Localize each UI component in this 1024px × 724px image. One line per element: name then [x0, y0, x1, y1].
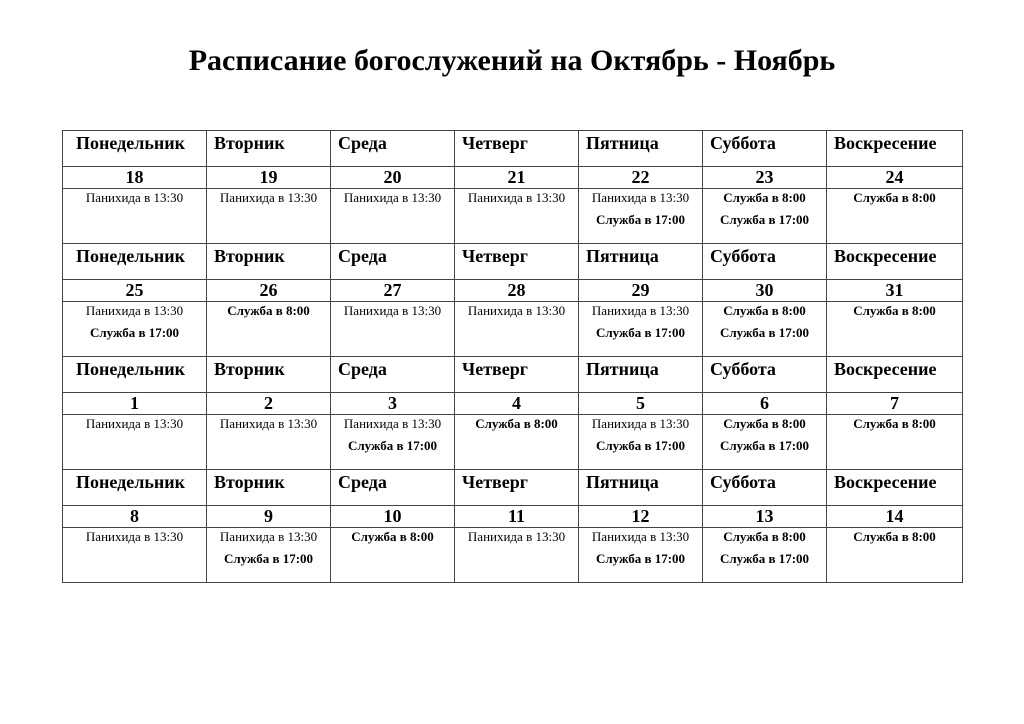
- date-cell: 5: [579, 393, 703, 415]
- weekday-cell: Среда: [331, 244, 455, 280]
- service-line-2: Служба в 17:00: [223, 551, 314, 566]
- weekday-cell: Вторник: [207, 470, 331, 506]
- service-line-1: Служба в 8:00: [853, 303, 936, 318]
- date-cell: 27: [331, 280, 455, 302]
- service-line-2: Служба в 17:00: [719, 551, 810, 566]
- date-cell: 30: [703, 280, 827, 302]
- weekday-header-row: [63, 470, 963, 506]
- weekday-cell: Четверг: [455, 131, 579, 167]
- weekday-cell: Пятница: [579, 470, 703, 506]
- services-cell: [63, 189, 207, 244]
- services-cell: [331, 528, 455, 583]
- service-line-1: Панихида в 13:30: [85, 303, 184, 318]
- service-line-2: Служба в 17:00: [595, 212, 686, 227]
- weekday-cell: Среда: [331, 357, 455, 393]
- service-line-2: Служба в 17:00: [595, 438, 686, 453]
- date-cell: 13: [703, 506, 827, 528]
- service-line-1: Служба в 8:00: [853, 190, 936, 205]
- service-line-1: Служба в 8:00: [853, 529, 936, 544]
- date-cell: 28: [455, 280, 579, 302]
- service-line-2: Служба в 17:00: [719, 325, 810, 340]
- date-cell: 6: [703, 393, 827, 415]
- service-line-1: Панихида в 13:30: [343, 416, 442, 431]
- service-line-2: Служба в 17:00: [719, 438, 810, 453]
- service-line-1: Служба в 8:00: [723, 190, 806, 205]
- service-line-1: Служба в 8:00: [351, 529, 434, 544]
- service-line-1: Панихида в 13:30: [85, 190, 184, 205]
- service-line-1: Служба в 8:00: [227, 303, 310, 318]
- weekday-cell: Суббота: [703, 470, 827, 506]
- date-row: [63, 167, 963, 189]
- services-cell: [63, 528, 207, 583]
- services-cell: [579, 528, 703, 583]
- weekday-header-row: [63, 244, 963, 280]
- service-line-1: Панихида в 13:30: [467, 303, 566, 318]
- page-title: Расписание богослужений на Октябрь - Ноябрь: [188, 44, 836, 77]
- services-cell: [579, 415, 703, 470]
- service-line-1: Панихида в 13:30: [219, 416, 318, 431]
- weekday-cell: Вторник: [207, 244, 331, 280]
- date-cell: 26: [207, 280, 331, 302]
- service-line-1: Панихида в 13:30: [467, 190, 566, 205]
- service-line-1: Панихида в 13:30: [591, 190, 690, 205]
- weekday-cell: Пятница: [579, 131, 703, 167]
- date-cell: 29: [579, 280, 703, 302]
- service-line-1: Панихида в 13:30: [591, 529, 690, 544]
- date-cell: 10: [331, 506, 455, 528]
- weekday-header-row: [63, 131, 963, 167]
- services-cell: [703, 302, 827, 357]
- services-cell: [207, 415, 331, 470]
- weekday-cell: Четверг: [455, 470, 579, 506]
- weekday-cell: Понедельник: [63, 131, 207, 167]
- service-line-2: Служба в 17:00: [595, 551, 686, 566]
- weekday-cell: Понедельник: [63, 357, 207, 393]
- date-cell: 18: [63, 167, 207, 189]
- schedule-table: [62, 130, 963, 583]
- weekday-cell: Суббота: [703, 131, 827, 167]
- date-cell: 22: [579, 167, 703, 189]
- date-cell: 25: [63, 280, 207, 302]
- weekday-cell: Воскресение: [827, 470, 963, 506]
- date-cell: 31: [827, 280, 963, 302]
- date-cell: 2: [207, 393, 331, 415]
- weekday-cell: Вторник: [207, 131, 331, 167]
- service-line-1: Служба в 8:00: [853, 416, 936, 431]
- weekday-cell: Пятница: [579, 357, 703, 393]
- weekday-cell: Понедельник: [63, 244, 207, 280]
- date-cell: 1: [63, 393, 207, 415]
- services-cell: [207, 189, 331, 244]
- date-cell: 8: [63, 506, 207, 528]
- service-line-2: Служба в 17:00: [719, 212, 810, 227]
- services-cell: [455, 189, 579, 244]
- weekday-cell: Понедельник: [63, 470, 207, 506]
- service-line-1: Служба в 8:00: [723, 303, 806, 318]
- service-line-1: Панихида в 13:30: [85, 529, 184, 544]
- services-row: [63, 528, 963, 583]
- services-cell: [331, 302, 455, 357]
- date-cell: 20: [331, 167, 455, 189]
- weekday-cell: Четверг: [455, 357, 579, 393]
- date-row: [63, 393, 963, 415]
- date-cell: 14: [827, 506, 963, 528]
- services-cell: [207, 302, 331, 357]
- services-cell: [703, 189, 827, 244]
- date-cell: 23: [703, 167, 827, 189]
- date-cell: 4: [455, 393, 579, 415]
- services-cell: [455, 302, 579, 357]
- service-line-1: Панихида в 13:30: [219, 190, 318, 205]
- date-cell: 3: [331, 393, 455, 415]
- weekday-cell: Пятница: [579, 244, 703, 280]
- services-cell: [703, 415, 827, 470]
- weekday-cell: Суббота: [703, 244, 827, 280]
- weekday-cell: Воскресение: [827, 131, 963, 167]
- services-cell: [63, 415, 207, 470]
- services-row: [63, 415, 963, 470]
- services-cell: [331, 189, 455, 244]
- service-line-1: Панихида в 13:30: [467, 529, 566, 544]
- weekday-cell: Суббота: [703, 357, 827, 393]
- services-cell: [63, 302, 207, 357]
- date-row: [63, 506, 963, 528]
- services-cell: [703, 528, 827, 583]
- services-cell: [827, 528, 963, 583]
- date-row: [63, 280, 963, 302]
- services-cell: [207, 528, 331, 583]
- weekday-cell: Вторник: [207, 357, 331, 393]
- service-line-1: Служба в 8:00: [723, 416, 806, 431]
- weekday-cell: Среда: [331, 131, 455, 167]
- service-line-1: Служба в 8:00: [475, 416, 558, 431]
- date-cell: 19: [207, 167, 331, 189]
- services-cell: [827, 189, 963, 244]
- weekday-header-row: [63, 357, 963, 393]
- service-line-1: Панихида в 13:30: [343, 303, 442, 318]
- service-line-2: Служба в 17:00: [347, 438, 438, 453]
- date-cell: 9: [207, 506, 331, 528]
- service-line-2: Служба в 17:00: [595, 325, 686, 340]
- service-line-1: Панихида в 13:30: [591, 303, 690, 318]
- services-cell: [331, 415, 455, 470]
- date-cell: 12: [579, 506, 703, 528]
- service-line-1: Панихида в 13:30: [343, 190, 442, 205]
- date-cell: 21: [455, 167, 579, 189]
- date-cell: 11: [455, 506, 579, 528]
- service-line-2: Служба в 17:00: [89, 325, 180, 340]
- services-cell: [455, 528, 579, 583]
- services-cell: [827, 302, 963, 357]
- services-cell: [579, 189, 703, 244]
- service-line-1: Панихида в 13:30: [591, 416, 690, 431]
- services-cell: [579, 302, 703, 357]
- services-row: [63, 302, 963, 357]
- date-cell: 7: [827, 393, 963, 415]
- weekday-cell: Среда: [331, 470, 455, 506]
- weekday-cell: Четверг: [455, 244, 579, 280]
- service-line-1: Панихида в 13:30: [85, 416, 184, 431]
- weekday-cell: Воскресение: [827, 357, 963, 393]
- services-row: [63, 189, 963, 244]
- service-line-1: Панихида в 13:30: [219, 529, 318, 544]
- date-cell: 24: [827, 167, 963, 189]
- service-line-1: Служба в 8:00: [723, 529, 806, 544]
- services-cell: [827, 415, 963, 470]
- weekday-cell: Воскресение: [827, 244, 963, 280]
- services-cell: [455, 415, 579, 470]
